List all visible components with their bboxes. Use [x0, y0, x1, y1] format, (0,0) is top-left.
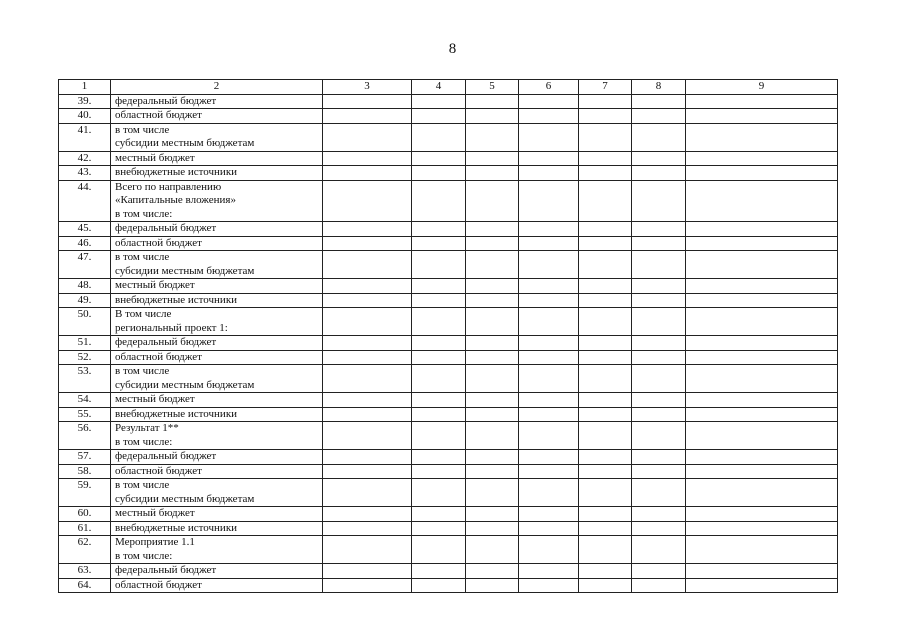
column-header: 8 [632, 80, 686, 95]
empty-cell [466, 180, 519, 222]
table-row [59, 564, 838, 579]
empty-cell [632, 365, 686, 393]
empty-cell [412, 94, 466, 109]
empty-cell [632, 450, 686, 465]
empty-cell [466, 251, 519, 279]
row-label: федеральный бюджет [111, 222, 323, 237]
empty-cell [686, 578, 838, 593]
empty-cell [579, 94, 632, 109]
empty-cell [579, 166, 632, 181]
empty-cell [686, 365, 838, 393]
row-number: 63. [59, 564, 111, 579]
empty-cell [579, 350, 632, 365]
empty-cell [412, 109, 466, 124]
empty-cell [686, 308, 838, 336]
empty-cell [323, 350, 412, 365]
empty-cell [579, 109, 632, 124]
empty-cell [519, 180, 579, 222]
row-number: 45. [59, 222, 111, 237]
empty-cell [323, 151, 412, 166]
empty-cell [323, 564, 412, 579]
empty-cell [579, 578, 632, 593]
row-number: 41. [59, 123, 111, 151]
table-row [59, 336, 838, 351]
empty-cell [412, 422, 466, 450]
row-label: федеральный бюджет [111, 336, 323, 351]
empty-cell [412, 251, 466, 279]
empty-cell [579, 251, 632, 279]
empty-cell [466, 336, 519, 351]
row-number: 40. [59, 109, 111, 124]
empty-cell [323, 393, 412, 408]
empty-cell [466, 536, 519, 564]
empty-cell [632, 308, 686, 336]
empty-cell [686, 251, 838, 279]
row-number: 62. [59, 536, 111, 564]
row-label: местный бюджет [111, 393, 323, 408]
column-header: 4 [412, 80, 466, 95]
empty-cell [466, 407, 519, 422]
row-number: 49. [59, 293, 111, 308]
empty-cell [323, 464, 412, 479]
row-number: 48. [59, 279, 111, 294]
empty-cell [466, 308, 519, 336]
empty-cell [466, 350, 519, 365]
empty-cell [412, 151, 466, 166]
row-label: федеральный бюджет [111, 94, 323, 109]
budget-table [58, 79, 838, 593]
empty-cell [579, 180, 632, 222]
empty-cell [519, 279, 579, 294]
empty-cell [519, 350, 579, 365]
empty-cell [632, 393, 686, 408]
empty-cell [519, 251, 579, 279]
empty-cell [579, 479, 632, 507]
row-number: 57. [59, 450, 111, 465]
empty-cell [466, 450, 519, 465]
empty-cell [412, 507, 466, 522]
empty-cell [323, 578, 412, 593]
empty-cell [323, 236, 412, 251]
empty-cell [632, 479, 686, 507]
column-header: 5 [466, 80, 519, 95]
empty-cell [466, 279, 519, 294]
empty-cell [686, 279, 838, 294]
row-number: 43. [59, 166, 111, 181]
empty-cell [323, 123, 412, 151]
empty-cell [686, 94, 838, 109]
empty-cell [323, 94, 412, 109]
row-label: местный бюджет [111, 151, 323, 166]
empty-cell [632, 536, 686, 564]
table-row [59, 464, 838, 479]
empty-cell [519, 151, 579, 166]
column-header: 3 [323, 80, 412, 95]
empty-cell [579, 450, 632, 465]
empty-cell [323, 507, 412, 522]
empty-cell [686, 180, 838, 222]
empty-cell [632, 521, 686, 536]
empty-cell [412, 536, 466, 564]
row-number: 51. [59, 336, 111, 351]
empty-cell [466, 464, 519, 479]
empty-cell [323, 521, 412, 536]
empty-cell [579, 507, 632, 522]
row-label: внебюджетные источники [111, 407, 323, 422]
empty-cell [519, 365, 579, 393]
empty-cell [412, 521, 466, 536]
empty-cell [632, 166, 686, 181]
row-number: 54. [59, 393, 111, 408]
empty-cell [412, 308, 466, 336]
empty-cell [412, 279, 466, 294]
empty-cell [686, 536, 838, 564]
empty-cell [466, 564, 519, 579]
row-label: местный бюджет [111, 279, 323, 294]
empty-cell [686, 222, 838, 237]
empty-cell [579, 236, 632, 251]
table-row [59, 507, 838, 522]
empty-cell [519, 109, 579, 124]
empty-cell [632, 94, 686, 109]
empty-cell [412, 293, 466, 308]
empty-cell [519, 222, 579, 237]
empty-cell [632, 578, 686, 593]
empty-cell [466, 123, 519, 151]
row-label: в том числе субсидии местным бюджетам [111, 479, 323, 507]
empty-cell [323, 308, 412, 336]
empty-cell [519, 450, 579, 465]
empty-cell [519, 578, 579, 593]
column-header: 7 [579, 80, 632, 95]
column-header: 6 [519, 80, 579, 95]
empty-cell [579, 279, 632, 294]
empty-cell [519, 123, 579, 151]
empty-cell [579, 521, 632, 536]
table-row [59, 536, 838, 564]
row-label: в том числе субсидии местным бюджетам [111, 365, 323, 393]
page-number: 8 [448, 41, 457, 57]
empty-cell [412, 180, 466, 222]
empty-cell [412, 393, 466, 408]
empty-cell [579, 407, 632, 422]
row-number: 59. [59, 479, 111, 507]
row-label: внебюджетные источники [111, 521, 323, 536]
row-number: 47. [59, 251, 111, 279]
row-number: 44. [59, 180, 111, 222]
empty-cell [323, 450, 412, 465]
table-row [59, 109, 838, 124]
table-row [59, 251, 838, 279]
row-number: 42. [59, 151, 111, 166]
row-label: в том числе субсидии местным бюджетам [111, 251, 323, 279]
row-label: внебюджетные источники [111, 166, 323, 181]
empty-cell [686, 336, 838, 351]
row-number: 50. [59, 308, 111, 336]
empty-cell [579, 536, 632, 564]
table-row [59, 279, 838, 294]
empty-cell [519, 393, 579, 408]
empty-cell [412, 236, 466, 251]
empty-cell [466, 507, 519, 522]
row-label: федеральный бюджет [111, 564, 323, 579]
table-row [59, 350, 838, 365]
table-row [59, 293, 838, 308]
empty-cell [519, 166, 579, 181]
empty-cell [466, 293, 519, 308]
empty-cell [579, 293, 632, 308]
empty-cell [632, 422, 686, 450]
empty-cell [632, 336, 686, 351]
empty-cell [323, 293, 412, 308]
table-body [59, 94, 838, 593]
empty-cell [519, 236, 579, 251]
column-header: 2 [111, 80, 323, 95]
empty-cell [632, 507, 686, 522]
empty-cell [466, 236, 519, 251]
empty-cell [519, 464, 579, 479]
empty-cell [412, 123, 466, 151]
empty-cell [519, 536, 579, 564]
empty-cell [686, 507, 838, 522]
empty-cell [323, 180, 412, 222]
row-number: 64. [59, 578, 111, 593]
table-row [59, 308, 838, 336]
empty-cell [686, 564, 838, 579]
empty-cell [579, 464, 632, 479]
table-row [59, 222, 838, 237]
column-header: 1 [59, 80, 111, 95]
empty-cell [686, 407, 838, 422]
empty-cell [686, 479, 838, 507]
empty-cell [579, 222, 632, 237]
empty-cell [466, 94, 519, 109]
empty-cell [686, 236, 838, 251]
row-number: 55. [59, 407, 111, 422]
empty-cell [686, 109, 838, 124]
table-row [59, 236, 838, 251]
empty-cell [323, 422, 412, 450]
empty-cell [632, 222, 686, 237]
empty-cell [412, 564, 466, 579]
empty-cell [466, 422, 519, 450]
empty-cell [466, 479, 519, 507]
table-row [59, 479, 838, 507]
empty-cell [686, 464, 838, 479]
table-row [59, 94, 838, 109]
empty-cell [466, 578, 519, 593]
empty-cell [323, 407, 412, 422]
empty-cell [466, 166, 519, 181]
row-number: 39. [59, 94, 111, 109]
empty-cell [466, 109, 519, 124]
empty-cell [412, 464, 466, 479]
row-label: областной бюджет [111, 109, 323, 124]
empty-cell [579, 308, 632, 336]
empty-cell [579, 336, 632, 351]
empty-cell [519, 293, 579, 308]
empty-cell [323, 365, 412, 393]
empty-cell [632, 123, 686, 151]
empty-cell [632, 564, 686, 579]
table-row [59, 578, 838, 593]
empty-cell [686, 422, 838, 450]
empty-cell [519, 336, 579, 351]
row-number: 46. [59, 236, 111, 251]
empty-cell [412, 350, 466, 365]
table-row [59, 151, 838, 166]
empty-cell [412, 365, 466, 393]
empty-cell [519, 521, 579, 536]
table-row [59, 521, 838, 536]
row-label: внебюджетные источники [111, 293, 323, 308]
empty-cell [466, 151, 519, 166]
empty-cell [632, 180, 686, 222]
empty-cell [686, 151, 838, 166]
empty-cell [519, 479, 579, 507]
row-label: Результат 1** в том числе: [111, 422, 323, 450]
table-row [59, 365, 838, 393]
empty-cell [686, 450, 838, 465]
empty-cell [323, 336, 412, 351]
empty-cell [412, 336, 466, 351]
empty-cell [632, 251, 686, 279]
empty-cell [323, 279, 412, 294]
row-number: 53. [59, 365, 111, 393]
empty-cell [466, 521, 519, 536]
empty-cell [579, 151, 632, 166]
empty-cell [632, 109, 686, 124]
empty-cell [323, 479, 412, 507]
row-label: Мероприятие 1.1 в том числе: [111, 536, 323, 564]
empty-cell [466, 222, 519, 237]
table-row [59, 422, 838, 450]
empty-cell [412, 450, 466, 465]
empty-cell [579, 123, 632, 151]
empty-cell [686, 393, 838, 408]
table-row [59, 393, 838, 408]
row-number: 56. [59, 422, 111, 450]
row-number: 58. [59, 464, 111, 479]
empty-cell [519, 407, 579, 422]
row-label: федеральный бюджет [111, 450, 323, 465]
empty-cell [632, 464, 686, 479]
row-label: областной бюджет [111, 236, 323, 251]
empty-cell [686, 521, 838, 536]
row-label: в том числе субсидии местным бюджетам [111, 123, 323, 151]
empty-cell [466, 365, 519, 393]
empty-cell [686, 293, 838, 308]
table-row [59, 123, 838, 151]
row-label: областной бюджет [111, 350, 323, 365]
empty-cell [579, 564, 632, 579]
empty-cell [519, 94, 579, 109]
empty-cell [579, 365, 632, 393]
empty-cell [632, 350, 686, 365]
empty-cell [686, 350, 838, 365]
table-row [59, 180, 838, 222]
empty-cell [519, 507, 579, 522]
empty-cell [323, 251, 412, 279]
row-label: областной бюджет [111, 578, 323, 593]
empty-cell [632, 151, 686, 166]
empty-cell [519, 564, 579, 579]
empty-cell [632, 279, 686, 294]
row-number: 60. [59, 507, 111, 522]
empty-cell [412, 407, 466, 422]
empty-cell [519, 308, 579, 336]
empty-cell [412, 578, 466, 593]
empty-cell [323, 222, 412, 237]
empty-cell [579, 422, 632, 450]
row-number: 52. [59, 350, 111, 365]
empty-cell [579, 393, 632, 408]
row-label: областной бюджет [111, 464, 323, 479]
empty-cell [412, 222, 466, 237]
empty-cell [323, 536, 412, 564]
empty-cell [323, 109, 412, 124]
row-label: В том числе региональный проект 1: [111, 308, 323, 336]
empty-cell [412, 166, 466, 181]
empty-cell [632, 407, 686, 422]
table-row [59, 166, 838, 181]
row-label: Всего по направлению «Капитальные вложения» в том числе: [111, 180, 323, 222]
row-label: местный бюджет [111, 507, 323, 522]
empty-cell [632, 293, 686, 308]
empty-cell [323, 166, 412, 181]
empty-cell [632, 236, 686, 251]
empty-cell [519, 422, 579, 450]
empty-cell [686, 123, 838, 151]
empty-cell [412, 479, 466, 507]
empty-cell [686, 166, 838, 181]
empty-cell [466, 393, 519, 408]
table-row [59, 450, 838, 465]
column-header: 9 [686, 80, 838, 95]
row-number: 61. [59, 521, 111, 536]
table-row [59, 407, 838, 422]
table-header-row [59, 80, 838, 95]
